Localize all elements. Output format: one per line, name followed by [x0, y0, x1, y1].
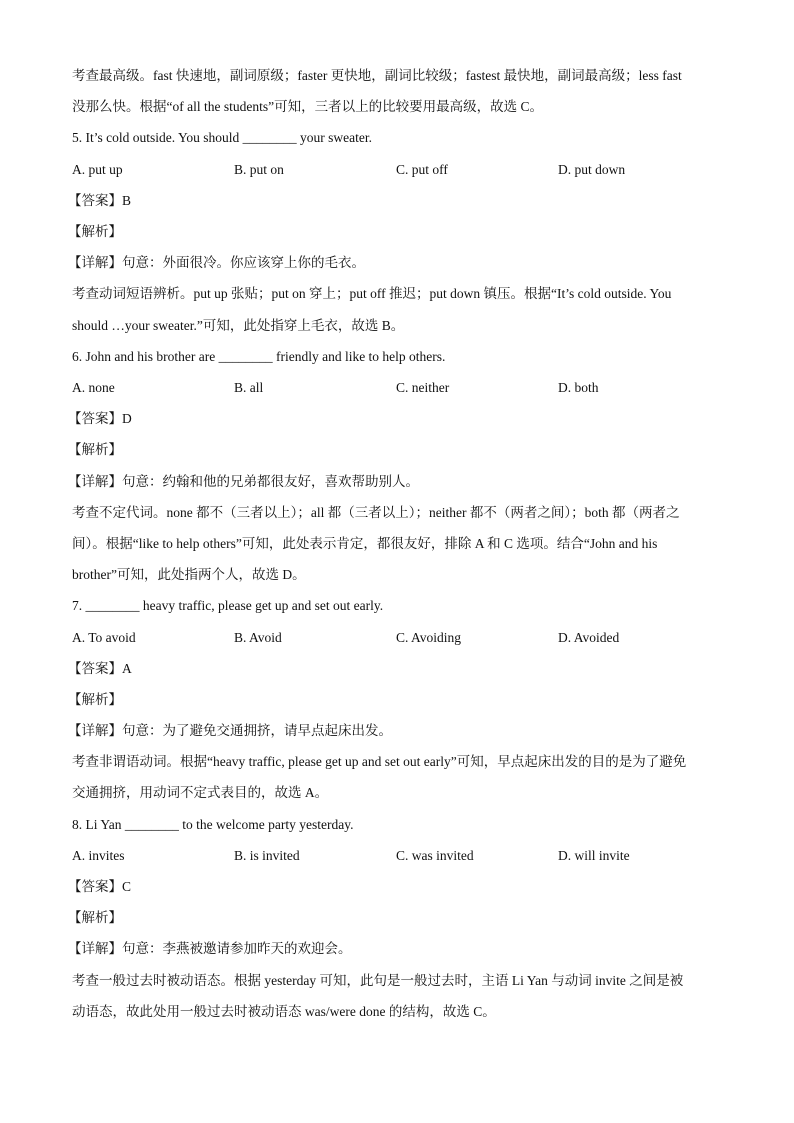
question-7	[68, 590, 722, 808]
detail-line: 间）。根据“like to help others”可知，此处表示肯定，都很友好，排除 A 和 C 选项。结合“John and his	[72, 535, 658, 551]
document-page	[68, 60, 722, 1027]
answer-line: 【答案】A	[68, 660, 132, 676]
option-c: C. put off	[396, 161, 448, 177]
option-b: B. is invited	[234, 847, 300, 863]
option-row	[72, 840, 722, 871]
answer-line: 【答案】B	[68, 192, 132, 208]
detail-line: 考查非谓语动词。根据“heavy traffic, please get up and set out early”可知，早点起床出发的目的是为了避免	[72, 754, 687, 770]
option-d: D. Avoided	[558, 629, 620, 645]
detail-line: 考查不定代词。none 都不（三者以上）；all 都（三者以上）；neither 都不（两者之间）；both 都（两者之	[72, 504, 680, 520]
option-row	[72, 622, 722, 653]
detail-line: should …your sweater.”可知，此处指穿上毛衣，故选 B。	[72, 317, 405, 333]
question-stem: 6. John and his brother are ________ friendly and like to help others.	[72, 348, 446, 364]
analysis-label: 【解析】	[68, 223, 122, 239]
option-c: C. was invited	[396, 847, 474, 863]
analysis-label: 【解析】	[68, 691, 122, 707]
option-d: D. put down	[558, 161, 626, 177]
intro-line-2: 没那么快。根据“of all the students”可知，三者以上的比较要用最高级，故选 C。	[72, 99, 543, 115]
question-8	[68, 809, 722, 1027]
question-stem: 7. ________ heavy traffic, please get up and set out early.	[72, 598, 384, 614]
detail-line: 动语态，故此处用一般过去时被动语态 was/were done 的结构，故选 C。	[72, 1003, 496, 1019]
option-a: A. none	[72, 379, 115, 395]
option-c: C. Avoiding	[396, 629, 462, 645]
intro-line-1: 考查最高级。fast 快速地，副词原级；faster 更快地，副词比较级；fastest 最快地，副词最高级；less fast	[72, 68, 682, 83]
detail-line: 【详解】句意：外面很冷。你应该穿上你的毛衣。	[68, 255, 365, 271]
detail-line: 【详解】句意：约翰和他的兄弟都很友好，喜欢帮助别人。	[68, 473, 419, 489]
detail-line: 交通拥挤，用动词不定式表目的，故选 A。	[72, 785, 329, 801]
question-5	[68, 122, 722, 340]
option-row	[72, 372, 722, 403]
option-a: A. To avoid	[72, 629, 136, 645]
option-b: B. put on	[234, 161, 284, 177]
analysis-label: 【解析】	[68, 910, 122, 926]
option-b: B. Avoid	[234, 629, 282, 645]
option-c: C. neither	[396, 379, 450, 395]
question-stem: 8. Li Yan ________ to the welcome party yesterday.	[72, 816, 354, 832]
option-d: D. will invite	[558, 847, 630, 863]
detail-line: 考查一般过去时被动语态。根据 yesterday 可知，此句是一般过去时，主语 Li Yan 与动词 invite 之间是被	[72, 972, 684, 988]
option-b: B. all	[234, 379, 264, 395]
answer-line: 【答案】C	[68, 879, 132, 895]
option-a: A. invites	[72, 847, 125, 863]
detail-line: 考查动词短语辨析。put up 张贴；put on 穿上；put off 推迟；put down 镇压。根据“It’s cold outside. You	[72, 286, 672, 302]
detail-line: 【详解】句意：为了避免交通拥挤，请早点起床出发。	[68, 723, 392, 739]
option-d: D. both	[558, 379, 599, 395]
answer-line: 【答案】D	[68, 411, 132, 427]
question-6	[68, 341, 722, 591]
detail-line: 【详解】句意：李燕被邀请参加昨天的欢迎会。	[68, 941, 352, 957]
option-row	[72, 154, 722, 185]
question-stem: 5. It’s cold outside. You should ________ your sweater.	[72, 130, 372, 146]
analysis-label: 【解析】	[68, 442, 122, 458]
option-a: A. put up	[72, 161, 123, 177]
detail-line: brother”可知，此处指两个人，故选 D。	[72, 567, 306, 583]
